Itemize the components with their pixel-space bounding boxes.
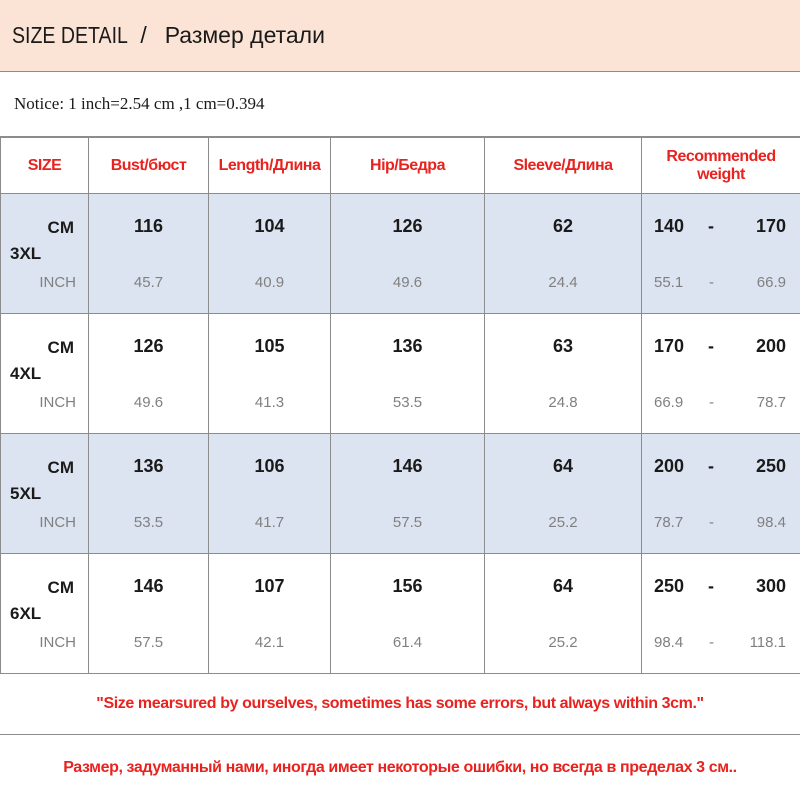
column-header-size: SIZE	[1, 138, 89, 194]
bust-cell	[89, 194, 209, 314]
unit-cm-label: CM	[47, 218, 74, 237]
hip-cell	[331, 314, 485, 434]
bust-cm: 116	[133, 216, 164, 236]
size-label: 4XL	[10, 363, 42, 383]
unit-inch-label: INCH	[39, 514, 76, 531]
length-cm: 107	[254, 576, 285, 596]
weight-cm-dash: -	[708, 336, 714, 356]
sleeve-inch: 24.8	[548, 394, 578, 411]
column-header-hip: Hip/Бедра	[331, 138, 485, 194]
weight-cm-max: 200	[755, 336, 786, 356]
hip-inch: 57.5	[392, 514, 423, 531]
hip-cell	[331, 554, 485, 674]
sleeve-inch: 25.2	[548, 634, 578, 651]
hip-cell	[331, 194, 485, 314]
weight-inch-max: 98.4	[756, 514, 786, 531]
length-cell	[209, 314, 331, 434]
unit-cm-label: CM	[47, 338, 74, 357]
size-cell	[1, 554, 89, 674]
sleeve-cell	[485, 314, 642, 434]
size-cell	[1, 434, 89, 554]
weight-inch-min: 55.1	[654, 274, 684, 291]
unit-inch-label: INCH	[39, 394, 76, 411]
title-russian: Размер детали	[164, 22, 325, 48]
sleeve-cell	[485, 194, 642, 314]
length-inch: 41.7	[254, 514, 285, 531]
length-inch: 42.1	[254, 634, 285, 651]
hip-cell	[331, 434, 485, 554]
hip-inch: 61.4	[392, 634, 423, 651]
column-header-sleeve: Sleeve/Длина	[485, 138, 642, 194]
weight-inch-dash: -	[709, 514, 714, 531]
weight-inch-min: 98.4	[654, 634, 684, 651]
weight-cell	[642, 554, 800, 674]
length-cm: 106	[254, 456, 285, 476]
weight-cm-min: 140	[654, 216, 685, 236]
column-header-weight: Recommended weight	[642, 138, 800, 194]
size-label: 3XL	[10, 243, 42, 263]
sleeve-cell	[485, 554, 642, 674]
bust-cell	[89, 314, 209, 434]
length-cell	[209, 554, 331, 674]
column-header-bust: Bust/бюст	[89, 138, 209, 194]
bust-inch: 49.6	[133, 394, 164, 411]
table-row	[1, 314, 800, 434]
weight-inch-dash: -	[709, 274, 714, 291]
weight-inch-dash: -	[709, 634, 714, 651]
bust-inch: 57.5	[133, 634, 164, 651]
weight-inch-max: 118.1	[749, 634, 786, 651]
sleeve-inch: 24.4	[548, 274, 578, 291]
length-cell	[209, 194, 331, 314]
weight-inch-dash: -	[709, 394, 714, 411]
conversion-notice: Notice: 1 inch=2.54 cm ,1 cm=0.394	[0, 72, 800, 137]
hip-cm: 136	[392, 336, 423, 356]
title-separator: /	[140, 22, 147, 48]
bust-cm: 126	[133, 336, 164, 356]
length-cell	[209, 434, 331, 554]
hip-cm: 126	[392, 216, 423, 236]
size-label: 5XL	[10, 483, 42, 503]
sleeve-cm: 62	[552, 216, 574, 236]
sleeve-cm: 63	[552, 336, 574, 356]
weight-cm-min: 170	[654, 336, 685, 356]
length-inch: 41.3	[254, 394, 285, 411]
weight-inch-min: 66.9	[654, 394, 684, 411]
weight-inch-max: 78.7	[756, 394, 786, 411]
size-label: 6XL	[10, 603, 42, 623]
size-table	[0, 137, 800, 674]
weight-cell	[642, 194, 800, 314]
weight-cell	[642, 434, 800, 554]
length-inch: 40.9	[254, 274, 285, 291]
size-cell	[1, 194, 89, 314]
hip-inch: 53.5	[392, 394, 423, 411]
weight-cm-dash: -	[708, 216, 714, 236]
weight-cm-max: 250	[755, 456, 786, 476]
table-row	[1, 554, 800, 674]
weight-inch-max: 66.9	[756, 274, 786, 291]
hip-cm: 146	[392, 456, 423, 476]
bust-cell	[89, 554, 209, 674]
unit-cm-label: CM	[47, 458, 74, 477]
bust-cm: 146	[133, 576, 164, 596]
title-bar	[0, 0, 800, 72]
measurement-note-english: "Size mearsured by ourselves, sometimes has some errors, but always within 3cm."	[0, 673, 800, 735]
sleeve-cm: 64	[552, 456, 574, 476]
bust-inch: 53.5	[133, 514, 164, 531]
unit-inch-label: INCH	[39, 634, 76, 651]
weight-cm-min: 200	[654, 456, 685, 476]
weight-cm-dash: -	[708, 456, 714, 476]
length-cm: 104	[254, 216, 285, 236]
unit-inch-label: INCH	[39, 274, 76, 291]
column-header-length: Length/Длина	[209, 138, 331, 194]
hip-cm: 156	[392, 576, 423, 596]
sleeve-cell	[485, 434, 642, 554]
sleeve-inch: 25.2	[548, 514, 578, 531]
bust-inch: 45.7	[133, 274, 164, 291]
measurement-note-russian: Размер, задуманный нами, иногда имеет некоторые ошибки, но всегда в пределах 3 см..	[63, 758, 737, 776]
weight-cell	[642, 314, 800, 434]
weight-cm-min: 250	[654, 576, 685, 596]
bust-cm: 136	[133, 456, 164, 476]
table-row	[1, 194, 800, 314]
weight-cm-max: 300	[755, 576, 786, 596]
table-row	[1, 434, 800, 554]
hip-inch: 49.6	[392, 274, 423, 291]
table-header-row	[1, 138, 800, 194]
sleeve-cm: 64	[552, 576, 574, 596]
weight-inch-min: 78.7	[654, 514, 684, 531]
weight-cm-max: 170	[755, 216, 786, 236]
size-cell	[1, 314, 89, 434]
title-english: SIZE DETAIL	[12, 22, 128, 48]
bust-cell	[89, 434, 209, 554]
unit-cm-label: CM	[47, 578, 74, 597]
weight-cm-dash: -	[708, 576, 714, 596]
length-cm: 105	[254, 336, 285, 356]
